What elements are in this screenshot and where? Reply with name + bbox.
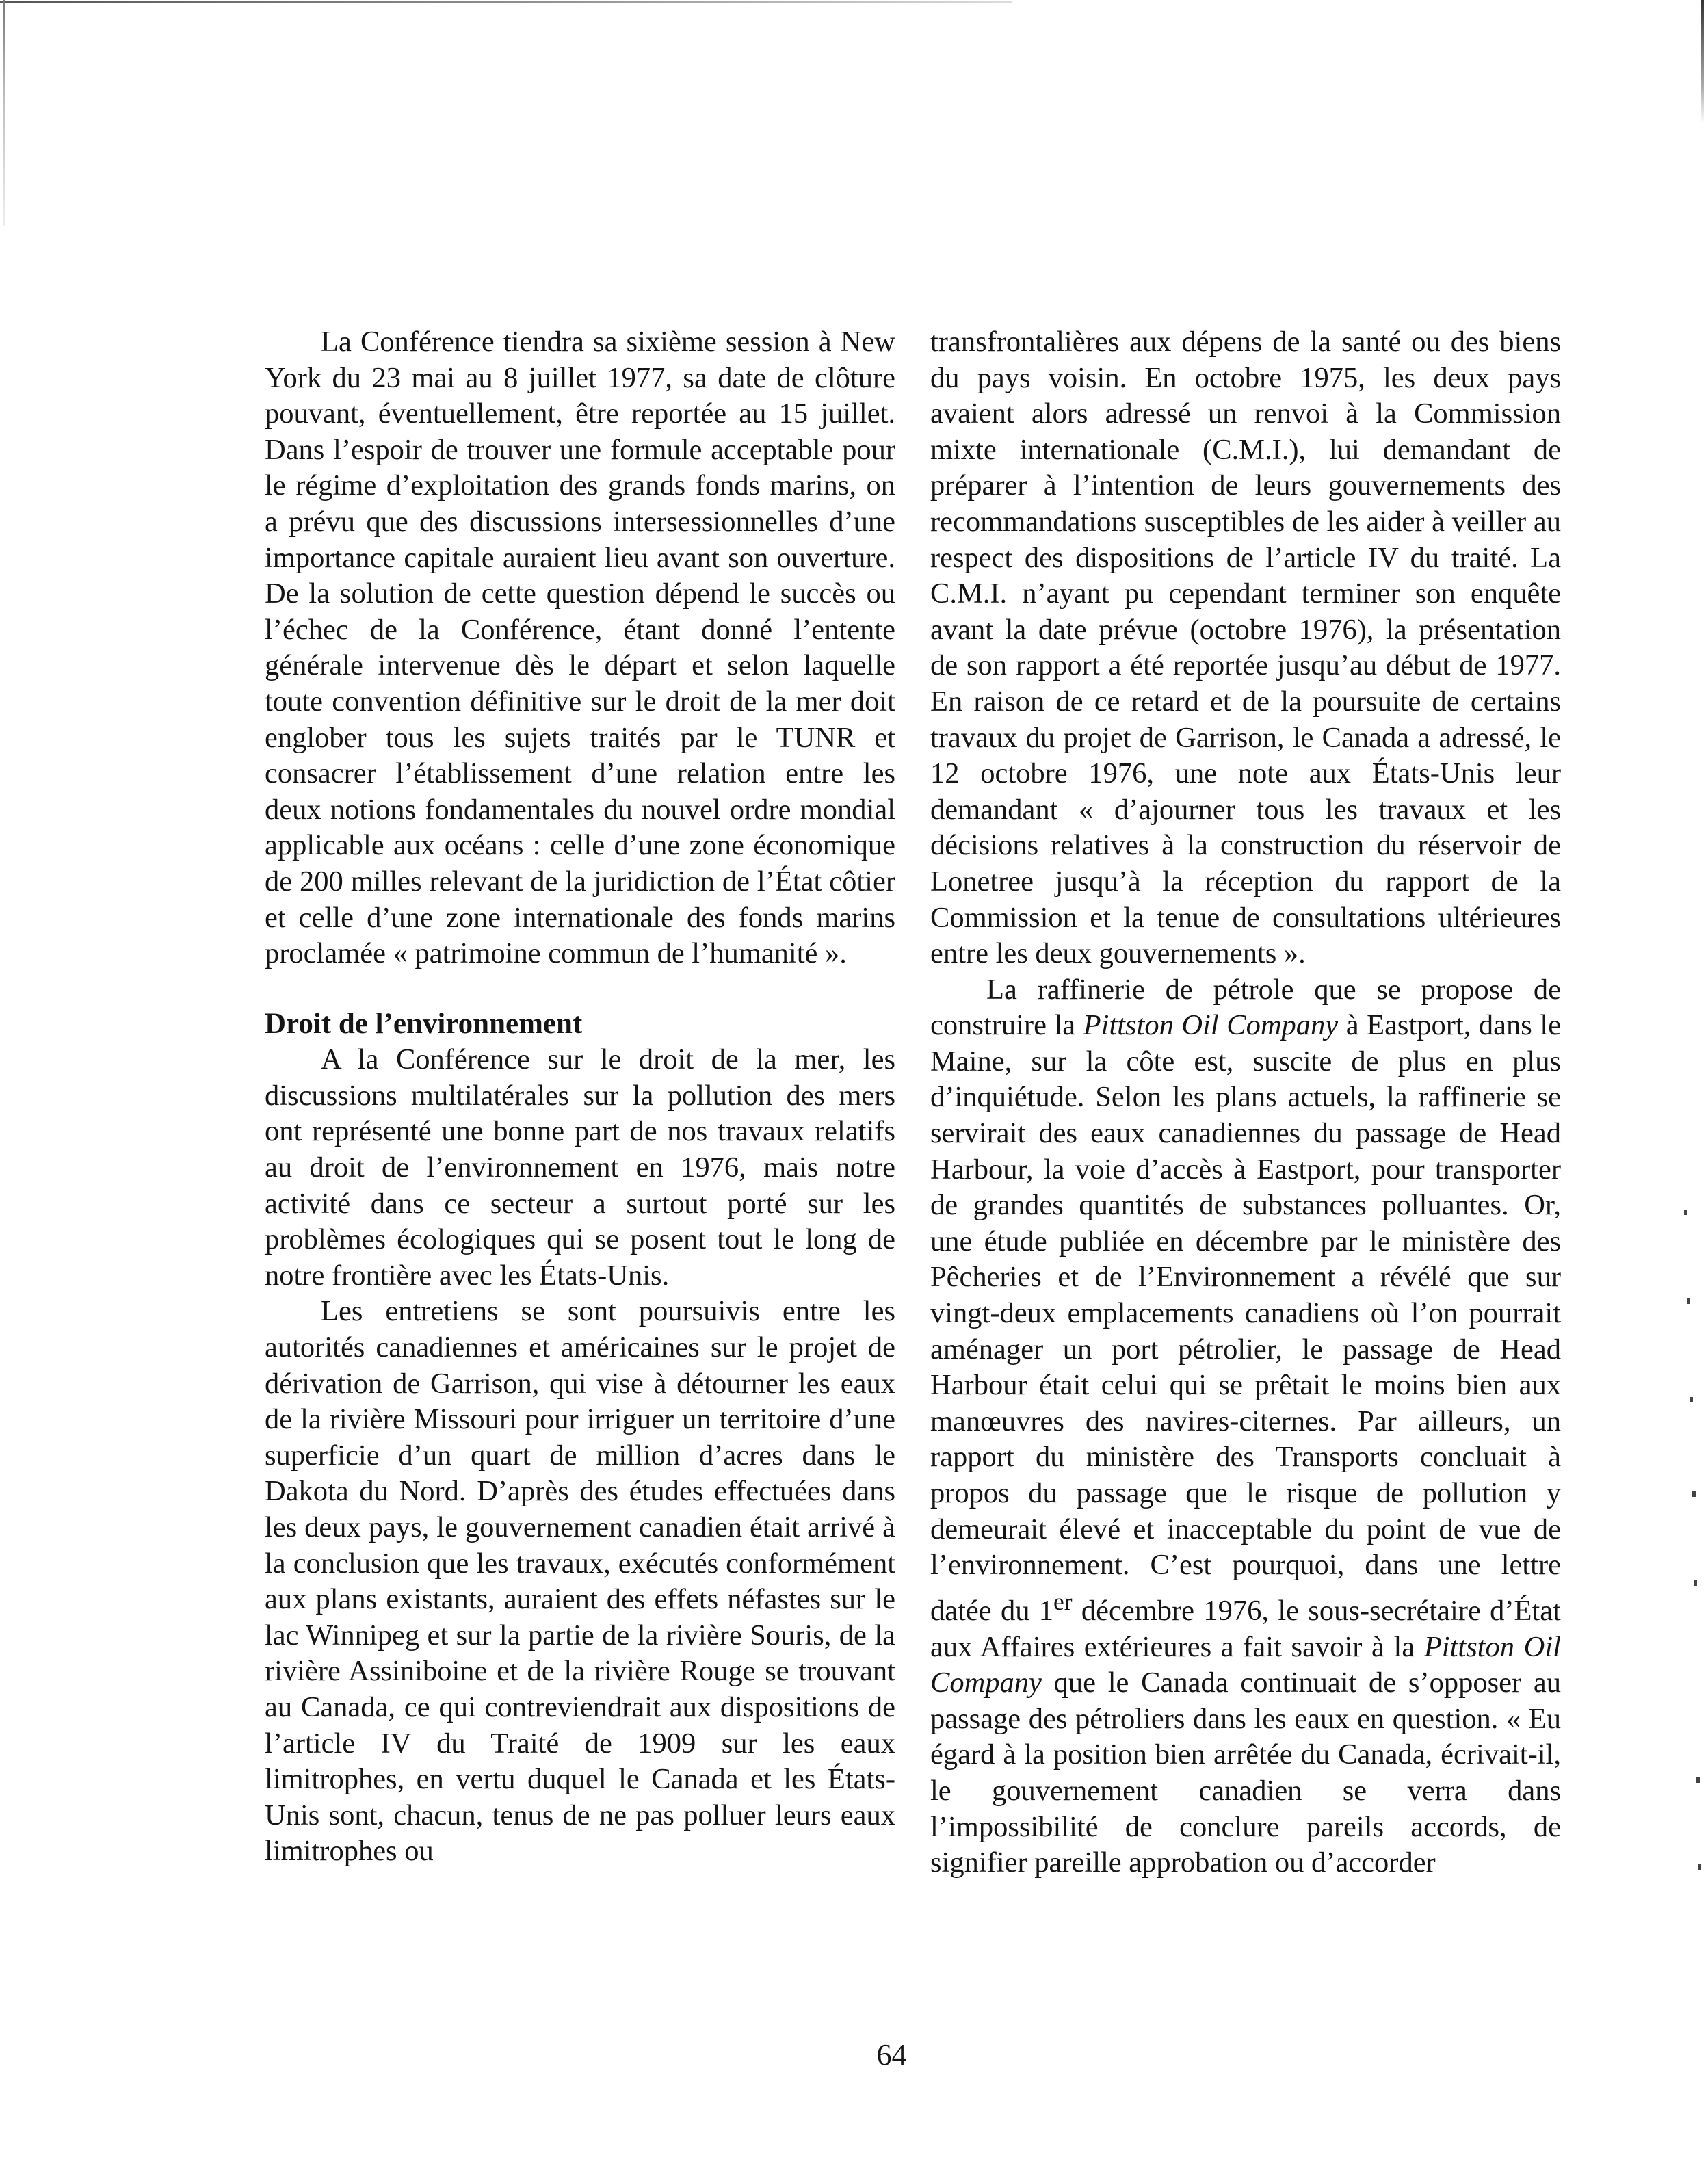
scan-speck [1684, 1210, 1687, 1215]
scan-speck [1698, 1864, 1701, 1870]
company-name-pittston-2: Pittston Oil Company [930, 1630, 1561, 1699]
right-paragraph-2-part-3: décembre 1976, le sous-secrétaire d’État aux Affaires extérieures a fait savoir à la [930, 1594, 1561, 1663]
right-paragraph-1: transfrontalières aux dépens de la santé ou des biens du pays voisin. En octobre 1975, les deux pays avaient alors adressé un renvoi à la Commission mixte internationale (C.M.I.), lui demandant de préparer à l’intention de leurs gouvernements des recommandations susceptibles de les aider à veiller au respect des dispositions de l’article IV du traité. La C.M.I. n’ayant pu cependant terminer son enquête avant la date prévue (octobre 1976), la présentation de son rapport a été reportée jusqu’au début de 1977. En raison de ce retard et de la poursuite de certains travaux du projet de Garrison, le Canada a adressé, le 12 octobre 1976, une note aux États-Unis leur demandant « d’ajourner tous les travaux et les décisions relatives à la construction du réservoir de Lonetree jusqu’à la réception du rapport de la Commission et la tenue de consultations ultérieures entre les deux gouvernements ». [930, 326, 1561, 970]
left-paragraph-2: A la Conférence sur le droit de la mer, les discussions multilatérales sur la pollution des mers ont représenté une bonne part de nos travaux relatifs au droit de l’environnement en 1976, mais notre activité dans ce secteur a surtout porté sur les problèmes écologiques qui se posent tout le long de notre frontière avec les États-Unis. [265, 1043, 895, 1292]
date-day: 1 [1038, 1594, 1054, 1627]
scan-edge-right [1701, 0, 1704, 123]
left-paragraph-1: La Conférence tiendra sa sixième session à New York du 23 mai au 8 juillet 1977, sa date de clôture pouvant, éventuellement, être reportée au 15 juillet. Dans l’espoir de trouver une formule acceptable pour le régime d’exploitation des grands fonds marins, on a prévu que des discussions intersessionnelles d’une importance capitale auraient lieu avant son ouverture. De la solution de cette question dépend le succès ou l’échec de la Conférence, étant donné l’entente générale intervenue dès le départ et selon laquelle toute convention définitive sur le droit de la mer doit englober tous les sujets traités par le TUNR et consacrer l’établissement d’une relation entre les deux notions fondamentales du nouvel ordre mondial applicable aux océans : celle d’une zone économique de 200 milles relevant de la juridiction de l’État côtier et celle d’une zone internationale des fonds marins proclamée « patrimoine commun de l’humanité ». [265, 326, 895, 970]
scan-speck [1694, 1580, 1697, 1586]
page-number: 64 [876, 2038, 907, 2072]
left-paragraph-3: Les entretiens se sont poursuivis entre les autorités canadiennes et américaines sur le projet de dérivation de Garrison, qui vise à détourner les eaux de la rivière Missouri pour irriguer un territoire d’une superficie d’un quart de million d’acres dans le Dakota du Nord. D’après des études effectuées dans les deux pays, le gouvernement canadien était arrivé à la conclusion que les travaux, exécutés conformément aux plans existants, auraient des effets néfastes sur le lac Winnipeg et sur la partie de la rivière Souris, de la rivière Assiniboine et de la rivière Rouge se trouvant au Canada, ce qui contreviendrait aux dispositions de l’article IV du Traité de 1909 sur les eaux limitrophes, en vertu duquel le Canada et les États-Unis sont, chacun, tenus de ne pas polluer leurs eaux limitrophes ou [265, 1295, 895, 1868]
scan-speck [1690, 1397, 1693, 1402]
company-name-pittston-1: Pittston Oil Company [1083, 1009, 1339, 1042]
right-paragraph-2-part-2: à Eastport, dans le Maine, sur la côte est, suscite de plus en plus d’inquiétude. Selon les plans actuels, la raffinerie se servirait des eaux canadiennes du passage de Head Harbour, la voie d’accès à Eastport, pour transporter de grandes quantités de substances polluantes. Or, une étude publiée en décembre par le ministère des Pêcheries et de l’Environnement a révélé que sur vingt-deux emplacements canadiens où l’on pourrait aménager un port pétrolier, le passage de Head Harbour était celui qui se prêtait le moins bien aux manœuvres des navires-citernes. Par ailleurs, un rapport du ministère des Transports concluait à propos du passage que le risque de pollution y demeurait élevé et inacceptable du point de vue de l’environnement. C’est pourquoi, dans une lettre datée du [930, 1009, 1561, 1627]
right-column [930, 324, 1561, 1881]
left-column [265, 324, 895, 1870]
scan-speck [1696, 1777, 1700, 1783]
scan-speck [1687, 1298, 1690, 1304]
right-paragraph-2 [930, 972, 1561, 1881]
scan-edge-top [0, 1, 1012, 3]
section-heading-environment-law: Droit de l’environnement [265, 1007, 583, 1040]
right-paragraph-2-part-1: La raffinerie de pétrole que se propose de construire la [930, 973, 1561, 1042]
right-paragraph-2-part-4: que le Canada continuait de s’opposer au passage des pétroliers dans les eaux en question. « Eu égard à la position bien arrêtée du Canada, écrivait-il, le gouvernement canadien se verra dans l’impossibilité de conclure pareils accords, de signifier pareille approbation ou d’accorder [930, 1667, 1561, 1879]
date-superscript: er [1053, 1587, 1073, 1615]
scan-speck [1692, 1491, 1696, 1497]
scan-edge-left [3, 0, 5, 226]
